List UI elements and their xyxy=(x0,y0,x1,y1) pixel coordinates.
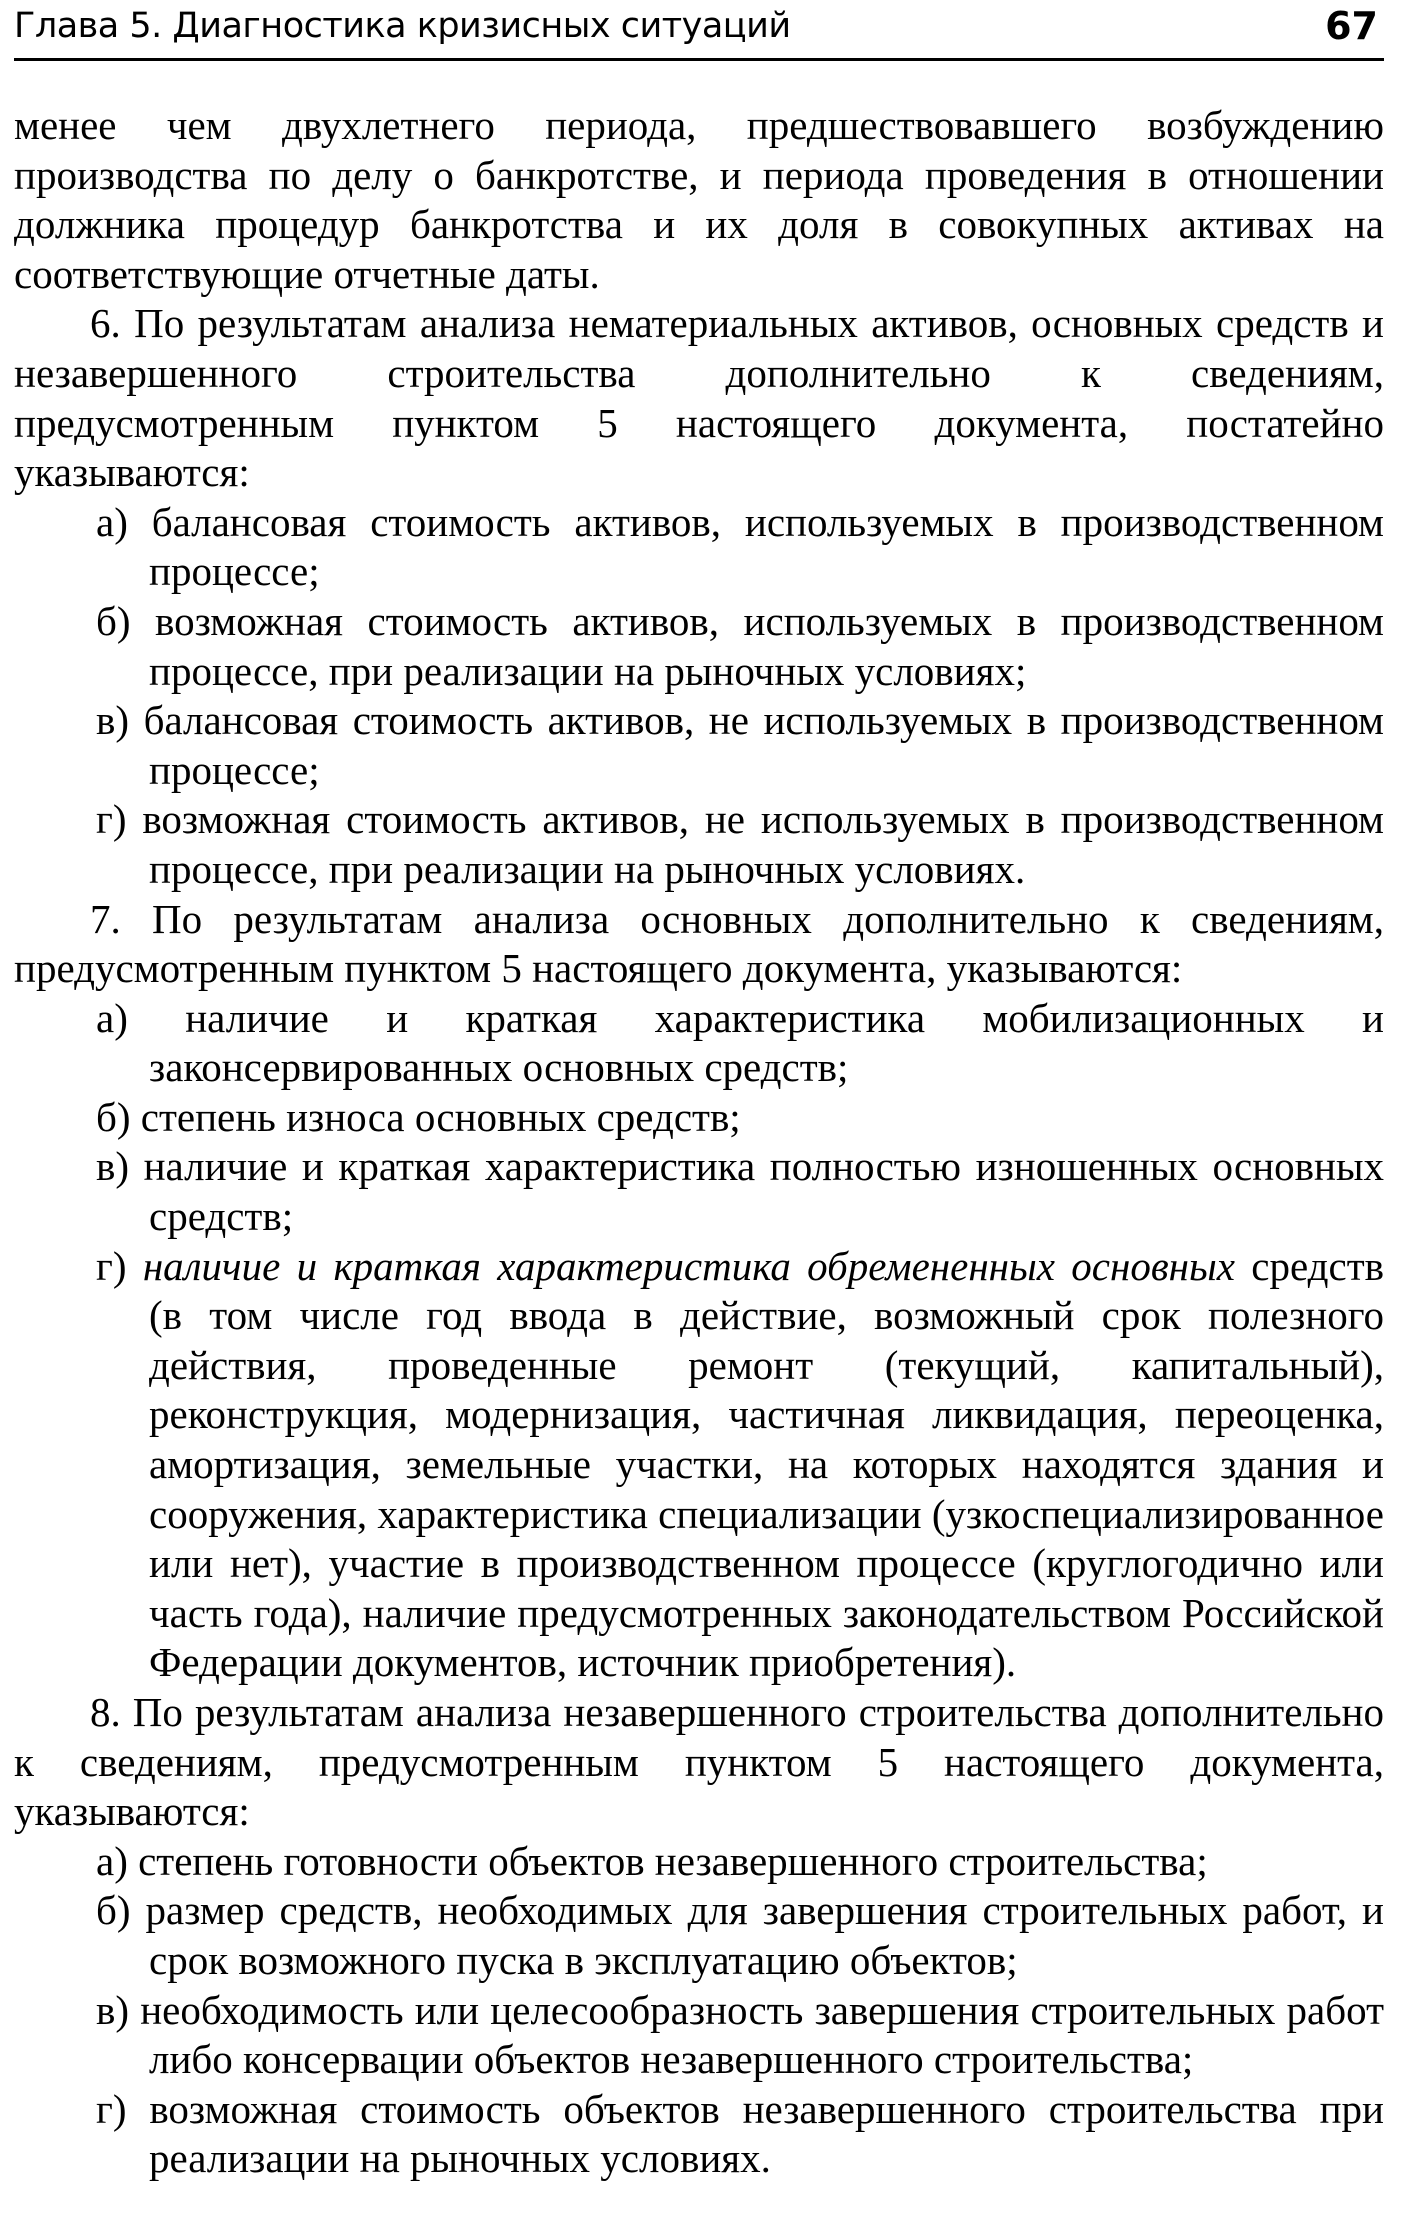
list-item: б) размер средств, необходимых для завершения строительных работ, и срок возможного пуска в эксплуатацию объектов; xyxy=(96,1887,1384,1983)
paragraph-8: 8. По результатам анализа незавершенного строительства дополнительно к сведениям, предусмотренным пунктом 5 настоящего документа, указываются: xyxy=(14,1689,1384,1835)
list-item: г) возможная стоимость активов, не используемых в производственном процессе, при реализации на рыночных условиях. xyxy=(96,796,1384,892)
list-item-text: средств (в том числе год ввода в действие, возможный срок полезного действия, проведенные ремонт (текущий, капитальный), реконструкция, модернизация, частичная ликвидация, переоценка, амортизация, земельные участки, на которых находятся здания и сооружения, характеристика специализации (узкоспециализированное или нет), участие в производственном процессе (круглогодично или часть года), наличие предусмотренных законодательством Российской Федерации документов, источник приобретения). xyxy=(149,1242,1384,1686)
list-item xyxy=(14,1242,1384,1688)
list-item: г) возможная стоимость объектов незавершенного строительства при реализации на рыночных условиях. xyxy=(96,2085,1384,2182)
paragraph-6: 6. По результатам анализа нематериальных активов, основных средств и незавершенного строительства дополнительно к сведениям, предусмотренным пунктом 5 настоящего документа, постатейно указываются: xyxy=(14,300,1384,496)
list-item: а) степень готовности объектов незавершенного строительства; xyxy=(96,1837,1208,1884)
list-item: в) балансовая стоимость активов, не используемых в производственном процессе; xyxy=(96,697,1384,793)
list-item: б) степень износа основных средств; xyxy=(96,1093,741,1140)
italic-phrase: наличие и краткая характеристика обремененных основных xyxy=(142,1242,1235,1289)
paragraph-continued: менее чем двухлетнего периода, предшествовавшего возбуждению производства по делу о банкротстве, и периода проведения в отношении должника процедур банкротства и их доля в совокупных активах на соответствующие отчетные даты. xyxy=(14,102,1384,297)
list-marker: г) xyxy=(96,1242,143,1289)
list-item: в) наличие и краткая характеристика полностью изношенных основных средств; xyxy=(96,1143,1384,1240)
book-page xyxy=(14,0,1384,2184)
list-item: б) возможная стоимость активов, используемых в производственном процессе, при реализации на рыночных условиях; xyxy=(96,597,1384,694)
running-header xyxy=(14,0,1384,61)
chapter-title: Глава 5. Диагностика кризисных ситуаций xyxy=(14,6,791,46)
page-number: 67 xyxy=(1325,4,1378,48)
list-item: а) балансовая стоимость активов, используемых в производственном процессе; xyxy=(96,498,1384,595)
page-body xyxy=(14,101,1384,2184)
list-item: а) наличие и краткая характеристика мобилизационных и законсервированных основных средств; xyxy=(96,994,1384,1091)
list-item: в) необходимость или целесообразность завершения строительных работ либо консервации объектов незавершенного строительства; xyxy=(96,1986,1384,2083)
paragraph-7: 7. По результатам анализа основных дополнительно к сведениям, предусмотренным пунктом 5 настоящего документа, указываются: xyxy=(14,895,1384,992)
